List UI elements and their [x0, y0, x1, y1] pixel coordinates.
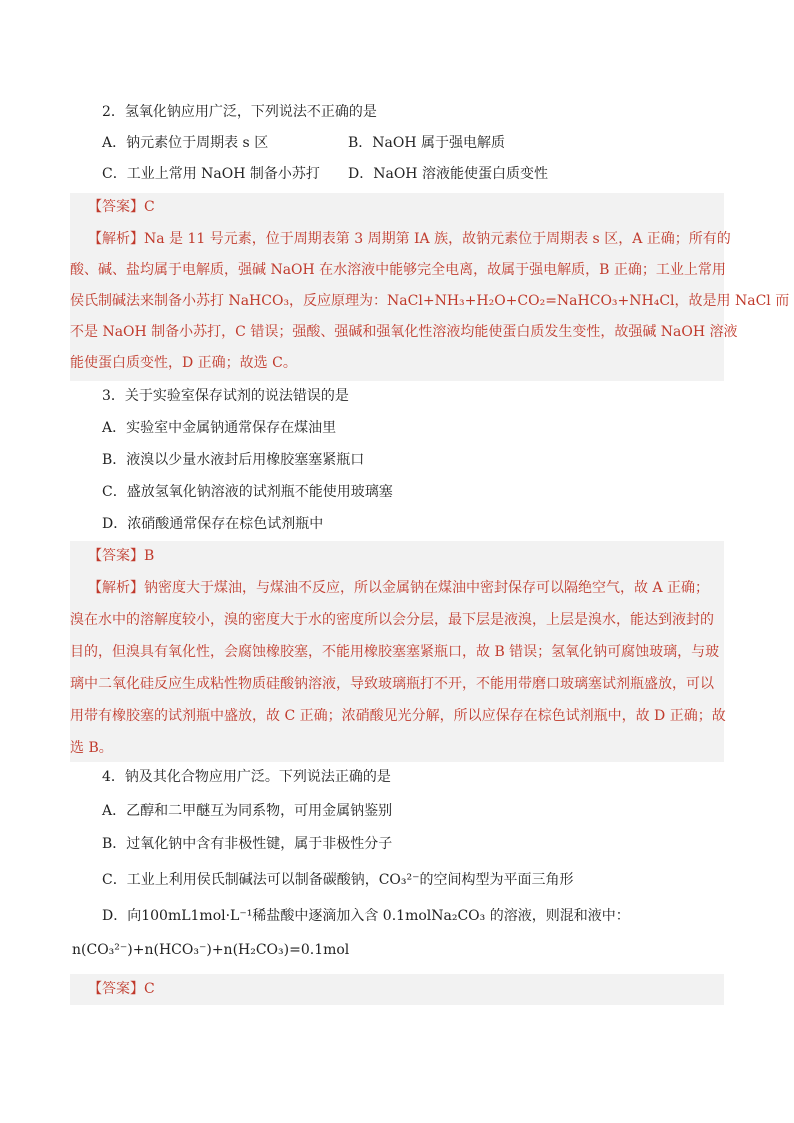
q4-stem: 4．钠及其化合物应用广泛。下列说法正确的是 [102, 769, 391, 785]
q3-analysis-line-6: 选 B。 [70, 740, 113, 756]
q4-option-b: B．过氧化钠中含有非极性键，属于非极性分子 [102, 836, 393, 852]
q3-analysis-line-1: 【解析】钠密度大于煤油，与煤油不反应，所以金属钠在煤油中密封保存可以隔绝空气，故 A 正确； [88, 580, 710, 596]
q3-analysis-line-2: 溴在水中的溶解度较小，溴的密度大于水的密度所以会分层，最下层是液溴，上层是溴水，能达到液封的 [70, 612, 714, 628]
q2-analysis-line-2: 酸、碱、盐均属于电解质，强碱 NaOH 在水溶液中能够完全电离，故属于强电解质，B 正确；工业上常用 [70, 262, 726, 278]
q3-option-c: C．盛放氢氧化钠溶液的试剂瓶不能使用玻璃塞 [102, 484, 393, 500]
q4-option-a: A．乙醇和二甲醚互为同系物，可用金属钠鉴别 [102, 803, 393, 819]
q4-answer-box [70, 974, 724, 1005]
q4-option-d: D．向100mL1mol·L⁻¹稀盐酸中逐滴加入含 0.1molNa₂CO₃ 的溶液，则混和液中： [102, 908, 630, 924]
q2-analysis-line-5: 能使蛋白质变性，D 正确；故选 C。 [70, 355, 297, 371]
q2-analysis-line-1: 【解析】Na 是 11 号元素，位于周期表第 3 周期第 IA 族，故钠元素位于周期表 s 区，A 正确；所有的 [88, 231, 731, 247]
q2-analysis-line-3: 侯氏制碱法来制备小苏打 NaHCO₃，反应原理为：NaCl+NH₃+H₂O+CO₂=NaHCO₃+NH₄Cl，故是用 NaCl 而 [70, 293, 790, 309]
q3-analysis-line-3: 目的，但溴具有氧化性，会腐蚀橡胶塞，不能用橡胶塞塞紧瓶口，故 B 错误；氢氧化钠可腐蚀玻璃，与玻 [70, 644, 720, 660]
q2-stem: 2．氢氧化钠应用广泛，下列说法不正确的是 [102, 104, 377, 120]
q2-option-a: A．钠元素位于周期表 s 区 [102, 135, 269, 151]
q3-analysis-line-5: 用带有橡胶塞的试剂瓶中盛放，故 C 正确；浓硝酸见光分解，所以应保存在棕色试剂瓶中，故 D 正确；故 [70, 708, 726, 724]
q3-option-b: B．液溴以少量水液封后用橡胶塞塞紧瓶口 [102, 452, 365, 468]
q2-analysis-line-4: 不是 NaOH 制备小苏打，C 错误；强酸、强碱和强氧化性溶液均能使蛋白质发生变性，故强碱 NaOH 溶液 [70, 324, 738, 340]
q3-stem: 3．关于实验室保存试剂的说法错误的是 [102, 388, 349, 404]
q3-analysis-line-4: 璃中二氧化硅反应生成粘性物质硅酸钠溶液，导致玻璃瓶打不开，不能用带磨口玻璃塞试剂瓶盛放，可以 [70, 676, 714, 692]
q4-formula: n(CO₃²⁻)+n(HCO₃⁻)+n(H₂CO₃)=0.1mol [72, 942, 350, 958]
q3-answer-label: 【答案】B [88, 548, 155, 564]
q2-option-c: C．工业上常用 NaOH 制备小苏打 [102, 166, 320, 182]
q2-option-b: B．NaOH 属于强电解质 [348, 135, 506, 151]
q3-option-d: D．浓硝酸通常保存在棕色试剂瓶中 [102, 516, 324, 532]
q4-option-c: C．工业上利用侯氏制碱法可以制备碳酸钠，CO₃²⁻的空间构型为平面三角形 [102, 872, 574, 888]
q4-answer-label: 【答案】C [88, 981, 155, 997]
q3-option-a: A．实验室中金属钠通常保存在煤油里 [102, 420, 337, 436]
q2-option-d: D．NaOH 溶液能使蛋白质变性 [348, 166, 548, 182]
q2-answer-label: 【答案】C [88, 199, 155, 215]
